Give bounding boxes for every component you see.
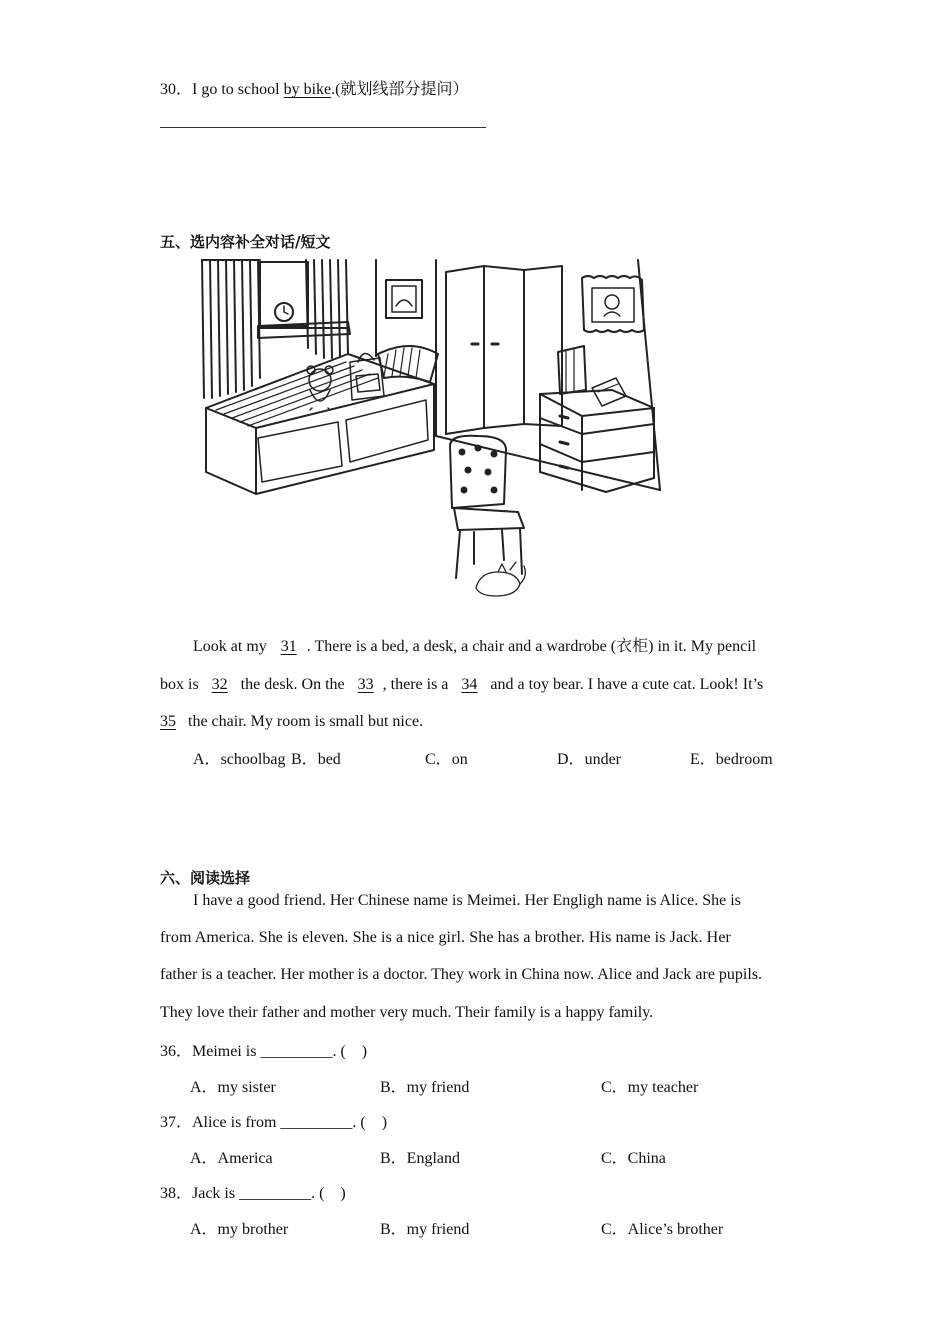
- curtain-right: [306, 260, 348, 358]
- cat: [476, 562, 525, 596]
- option-a[interactable]: [193, 746, 285, 769]
- option-text: on: [451, 751, 468, 768]
- section-6-title: 六、阅读选择: [160, 869, 251, 887]
- blank-35[interactable]: 35: [160, 713, 176, 730]
- reading-passage-line-4: They love their father and mother very much. Their family is a happy family.: [160, 1004, 654, 1021]
- option-d[interactable]: [557, 746, 621, 769]
- q38-option-b[interactable]: B．my friend: [380, 1221, 470, 1238]
- chest-of-drawers: [540, 346, 654, 492]
- question-number: 30．: [160, 81, 193, 98]
- reading-passage-line-1: I have a good friend. Her Chinese name is Meimei. Her Engligh name is Alice. She is: [193, 892, 741, 909]
- question-36: 36．Meimei is _________. ( ): [160, 1043, 368, 1060]
- section-5-title: 五、选内容补全对话/短文: [160, 233, 331, 251]
- q36-option-b[interactable]: B．my friend: [380, 1079, 470, 1096]
- option-letter: B．: [291, 751, 318, 768]
- q37-option-a[interactable]: A．America: [190, 1150, 273, 1167]
- blank-31[interactable]: 31: [280, 638, 297, 655]
- option-text: under: [584, 751, 621, 768]
- passage-text: and a toy bear. I have a cute cat. Look! It’s: [486, 676, 764, 693]
- passage-text: . There is a bed, a desk, a chair and a wardrobe (衣柜) in it. My pencil: [306, 638, 757, 655]
- question-instruction: .(就划线部分提问）: [331, 81, 469, 98]
- option-b[interactable]: [291, 746, 341, 769]
- cloze-passage-line-1: [193, 628, 756, 666]
- q36-option-a[interactable]: A．my sister: [190, 1079, 276, 1096]
- cloze-passage-line-2: [160, 666, 763, 704]
- option-e[interactable]: [690, 746, 773, 769]
- bedroom-illustration: [198, 258, 664, 604]
- passage-text: the chair. My room is small but nice.: [184, 713, 424, 730]
- bed: [206, 346, 438, 494]
- option-letter: C．: [425, 751, 452, 768]
- q38-option-a[interactable]: A．my brother: [190, 1221, 289, 1238]
- blank-34[interactable]: 34: [461, 676, 478, 693]
- passage-text: the desk. On the: [236, 676, 349, 693]
- curtain-left: [202, 260, 260, 398]
- option-letter: D．: [557, 751, 585, 768]
- underlined-phrase: by bike: [283, 81, 332, 98]
- question-30: [160, 76, 468, 99]
- option-text: bedroom: [715, 751, 773, 768]
- reading-passage-line-3: father is a teacher. Her mother is a doctor. They work in China now. Alice and Jack are pupils.: [160, 966, 763, 983]
- cloze-passage-line-3: [160, 703, 423, 741]
- passage-text: box is: [160, 676, 203, 693]
- q38-option-c[interactable]: C．Alice’s brother: [601, 1221, 724, 1238]
- question-text: I go to school: [192, 81, 284, 98]
- passage-text: Look at my: [193, 638, 271, 655]
- passage-text: , there is a: [382, 676, 453, 693]
- answer-line[interactable]: [160, 127, 486, 128]
- question-38: 38．Jack is _________. ( ): [160, 1185, 346, 1202]
- option-text: bed: [317, 751, 341, 768]
- blank-33[interactable]: 33: [357, 676, 374, 693]
- q37-option-b[interactable]: B．England: [380, 1150, 460, 1167]
- chair: [450, 436, 524, 578]
- option-c[interactable]: [425, 746, 468, 769]
- option-letter: E．: [690, 751, 716, 768]
- option-text: schoolbag: [220, 751, 286, 768]
- option-letter: A．: [193, 751, 221, 768]
- question-37: 37．Alice is from _________. ( ): [160, 1114, 388, 1131]
- blank-32[interactable]: 32: [211, 676, 228, 693]
- q37-option-c[interactable]: C．China: [601, 1150, 666, 1167]
- reading-passage-line-2: from America. She is eleven. She is a nice girl. She has a brother. His name is Jack. Her: [160, 929, 731, 946]
- q36-option-c[interactable]: C．my teacher: [601, 1079, 699, 1096]
